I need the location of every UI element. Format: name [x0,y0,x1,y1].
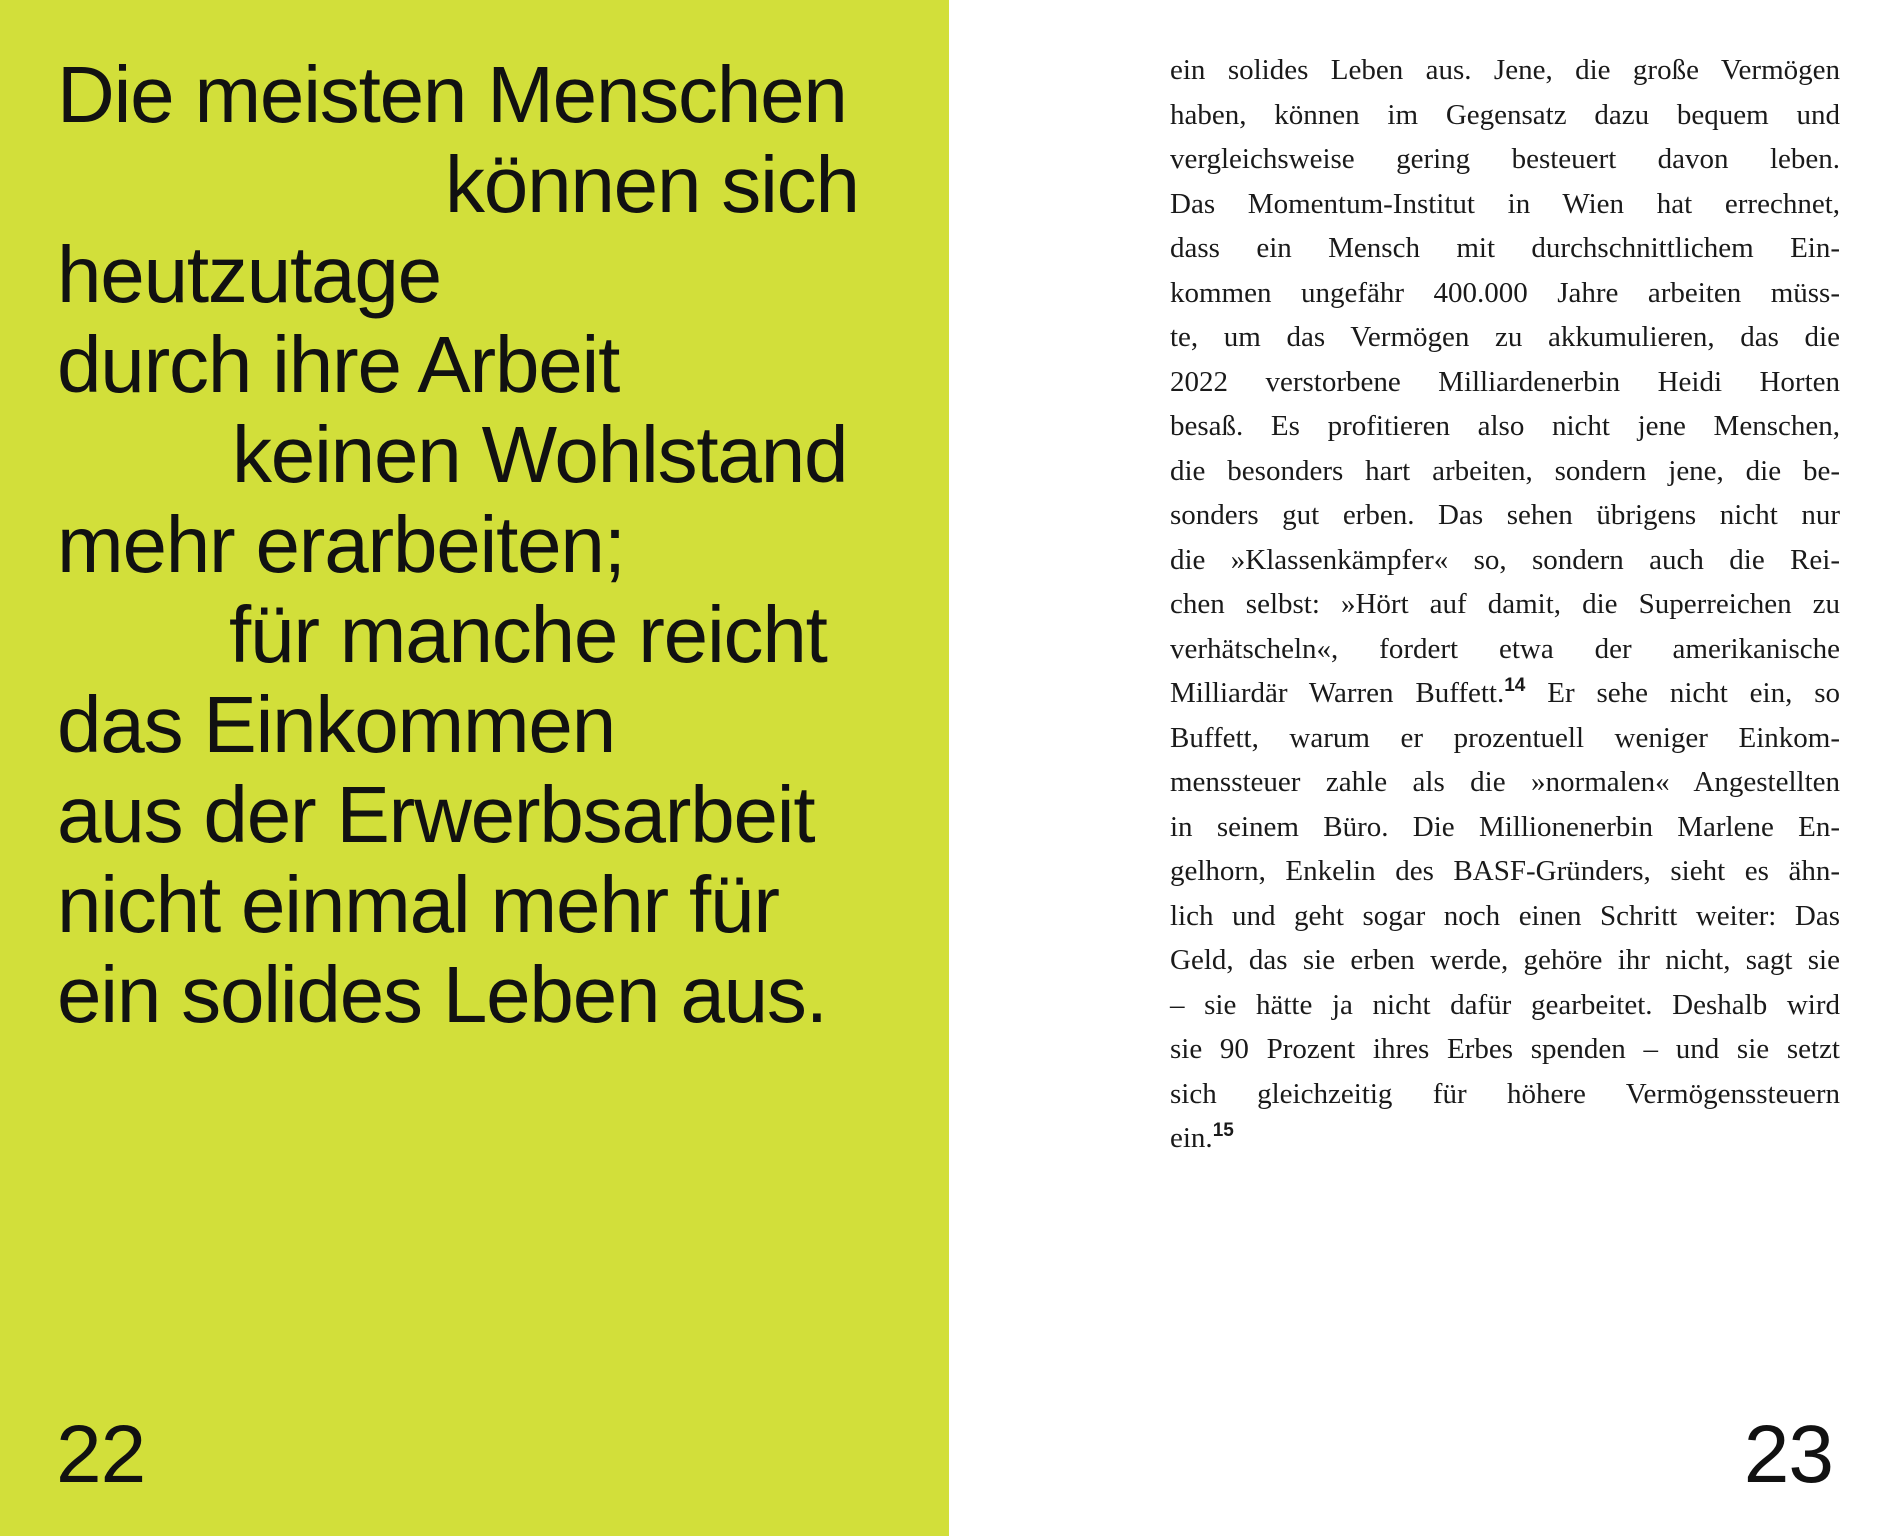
pull-quote-line: das Einkommen [57,680,615,769]
pull-quote-line: ein solides Leben aus. [57,950,827,1039]
body-line: verhätscheln«, fordert etwa der amerikanische [1170,632,1840,665]
body-line-text: Milliardär Warren Buffett. [1170,677,1505,709]
body-line: menssteuer zahle als die »normalen« Angestellten [1170,766,1840,798]
body-line: Das Momentum-Institut in Wien hat errechnet, [1170,187,1840,220]
body-line: sonders gut erben. Das sehen übrigens nicht nur [1170,499,1840,531]
body-line: ein solides Leben aus. Jene, die große Vermögen [1170,54,1840,86]
body-line: besaß. Es profitieren also nicht jene Menschen, [1170,410,1840,442]
footnote-marker-14[interactable]: 14 [1504,675,1526,696]
footnote-marker-15[interactable]: 15 [1212,1120,1234,1141]
page-number-left: 22 [56,1409,146,1500]
right-page [949,0,1890,1536]
body-line-text: ein. [1170,1122,1213,1154]
body-text [1170,48,1840,1161]
pull-quote-line: können sich [445,140,859,229]
body-line: 2022 verstorbene Milliardenerbin Heidi Horten [1170,365,1840,398]
pull-quote-line: aus der Erwerbsarbeit [57,770,815,859]
body-line: die besonders hart arbeiten, sondern jene, die be- [1170,454,1840,487]
pull-quote-line: keinen Wohlstand [232,410,848,499]
body-line: te, um das Vermögen zu akkumulieren, das die [1170,321,1840,353]
pull-quote-line: nicht einmal mehr für [57,860,779,949]
body-line: sich gleichzeitig für höhere Vermögenssteuern [1170,1077,1840,1110]
pull-quote-line: heutzutage [57,230,441,319]
body-line: dass ein Mensch mit durchschnittlichem Ein- [1170,232,1840,264]
pull-quote [57,50,897,1040]
page-number-right: 23 [1743,1409,1833,1500]
body-line-with-footnote [1170,671,1840,716]
body-line: die »Klassenkämpfer« so, sondern auch die Rei- [1170,543,1840,576]
body-line-with-footnote [1170,1116,1840,1161]
pull-quote-line: mehr erarbeiten; [57,500,625,589]
body-line: chen selbst: »Hört auf damit, die Superreichen zu [1170,588,1840,620]
body-line: lich und geht sogar noch einen Schritt weiter: Das [1170,899,1840,932]
body-line: – sie hätte ja nicht dafür gearbeitet. Deshalb wird [1170,988,1840,1021]
pull-quote-line: Die meisten Menschen [57,50,847,139]
body-line: Geld, das sie erben werde, gehöre ihr nicht, sagt sie [1170,944,1840,976]
body-line: kommen ungefähr 400.000 Jahre arbeiten müss- [1170,276,1840,309]
body-line: Buffett, warum er prozentuell weniger Einkom- [1170,721,1840,754]
body-line: sie 90 Prozent ihres Erbes spenden – und sie setzt [1170,1033,1840,1065]
body-line: in seinem Büro. Die Millionenerbin Marlene En- [1170,810,1840,843]
body-line: haben, können im Gegensatz dazu bequem und [1170,98,1840,131]
body-line: gelhorn, Enkelin des BASF-Gründers, sieht es ähn- [1170,855,1840,887]
pull-quote-line: durch ihre Arbeit [57,320,620,409]
body-line: vergleichsweise gering besteuert davon leben. [1170,143,1840,175]
pull-quote-line: für manche reicht [229,590,827,679]
body-line-text: Er sehe nicht ein, so [1525,677,1840,709]
